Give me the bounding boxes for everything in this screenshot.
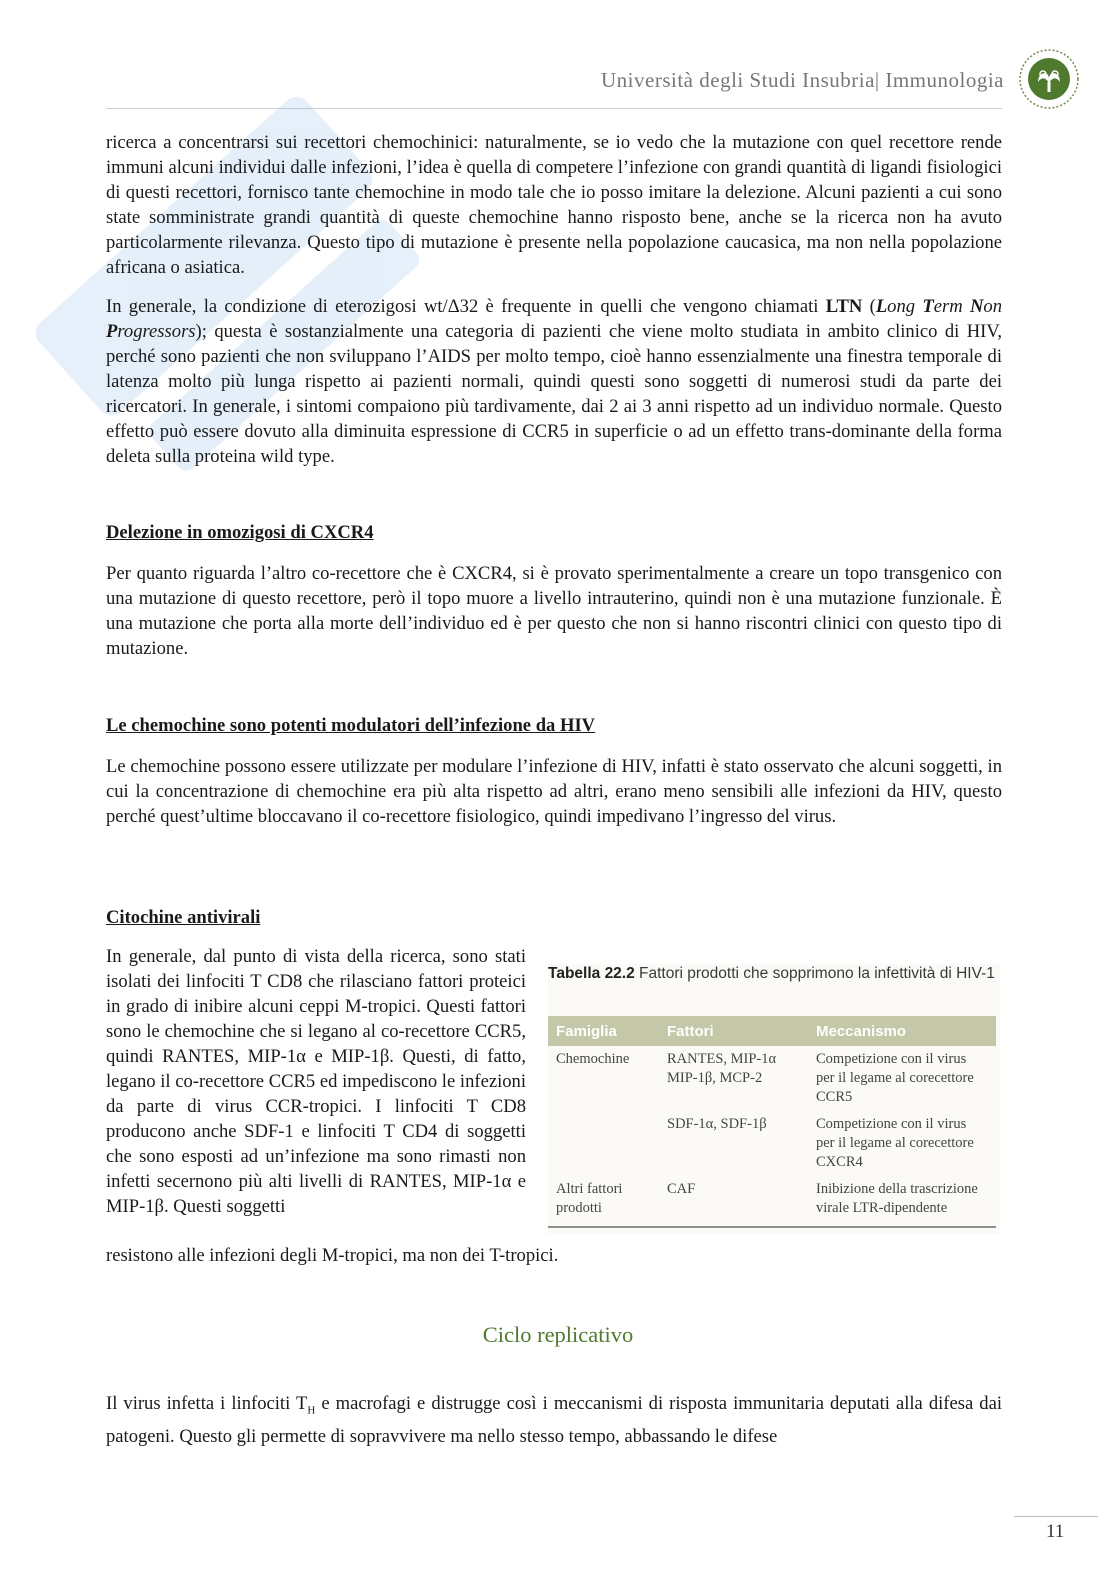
column-header: Famiglia: [548, 1016, 659, 1046]
table-cell: Competizione con il virus per il legame al corecettore CCR5: [816, 1051, 974, 1105]
table-cell: Inibizione della trascrizione virale LTR-dipendente: [808, 1176, 996, 1227]
table-row: [548, 1111, 996, 1176]
table-cell: Altri fattori prodotti: [548, 1176, 659, 1227]
table-row: [548, 1046, 996, 1111]
table-caption: Tabella 22.2 Fattori prodotti che sopprimono la infettività di HIV-1: [548, 965, 995, 982]
paragraph-cxcr4: [106, 561, 1002, 661]
table-cell: RANTES, MIP-1α MIP-1β, MCP-2: [667, 1051, 777, 1086]
heading-citochine: Citochine antivirali: [106, 907, 261, 928]
footer-divider: [1014, 1516, 1098, 1517]
paragraph-text: Per quanto riguarda l’altro co-recettore che è CXCR4, si è provato sperimentalmente a creare un topo transgenico con una mutazione di questo recettore, però il topo muore a livello intrauterino, quindi non è una mutazione funzionale. È una mutazione che porta alla morte dell’individuo ed è per questo che non si hanno riscontri clinici con questo tipo di mutazione.: [106, 563, 1002, 659]
heading-chemochine: Le chemochine sono potenti modulatori dell’infezione da HIV: [106, 715, 596, 736]
paragraph-chemochine: [106, 754, 1002, 829]
table-figure: [548, 964, 1000, 1234]
section-title: Ciclo replicativo: [482, 1322, 634, 1347]
paragraph-ltn: In generale, la condizione di eterozigosi wt/Δ32 è frequente in quelli che vengono chiamati LTN (Long Term Non Progressors); questa è sostanzialmente una categoria di pazienti che viene molto studiata in ambito clinico di HIV, perché sono pazienti che non sviluppano l’AIDS per molto tempo, cioè hanno essenzialmente una finestra temporale di latenza molto più lunga rispetto ai pazienti normali, quindi questi sono soggetti di numerosi studi da parte dei ricercatori. In generale, i sintomi compaiono più tardivamente, dai 2 ai 3 anni rispetto ad un individuo normale. Questo effetto può essere dovuto alla diminuita espressione di CCR5 in superficie o ad un effetto trans-dominante della forma deleta sulla proteina wild type.: [106, 296, 1002, 467]
heading-cxcr4: Delezione in omozigosi di CXCR4: [106, 522, 374, 543]
text-run: e macrofagi e distrugge così i meccanismi di risposta immunitaria deputati alla difesa dai patogeni. Questo gli permette di sopravvivere ma nello stesso tempo, abbassando le difese: [106, 1393, 1002, 1447]
table-cell: [548, 1111, 659, 1176]
paragraph-citochine-end: resistono alle infezioni degli M-tropici, ma non dei T-tropici.: [106, 1245, 559, 1266]
text-run: ); questa è sostanzialmente una categoria di pazienti che viene molto studiata in ambito clinico di HIV, perché sono pazienti che non sviluppano l’AIDS per molto tempo, cioè hanno essenzialmente una finestra temporale di latenza molto più lunga rispetto ai pazienti normali, quindi questi sono soggetti di numerosi studi da parte dei ricercatori. In generale, i sintomi compaiono più tardivamente, dai 2 ai 3 anni rispetto ad un individuo normale. Questo effetto può essere dovuto alla diminuita espressione di CCR5 in superficie o ad un effetto trans-dominante della forma deleta sulla proteina wild type.: [106, 321, 1002, 467]
text-run: Il virus infetta i linfociti T: [106, 1393, 308, 1414]
page-header: [0, 0, 1116, 110]
term-ltn: LTN: [825, 296, 863, 317]
paragraph-intro: [106, 130, 1002, 280]
page-number: 11: [1046, 1521, 1065, 1542]
table-cell: Competizione con il virus per il legame al corecettore CXCR4: [816, 1116, 974, 1170]
table-cell: CAF: [659, 1176, 808, 1227]
paragraph-text: ricerca a concentrarsi sui recettori chemochinici: naturalmente, se io vedo che la mutazione con quel recettore rende immuni alcuni individui dalle infezioni, l’idea è quella di competere l’infezione con grandi quantità di ligandi fisiologici di questi recettori, fornisco tante chemochine in modo tale che io posso imitare la delezione. Alcuni pazienti a cui sono state somministrate grandi quantità di queste chemochine hanno risposto bene, anche se la ricerca non ha avuto particolarmente rilevanza. Questo tipo di mutazione è presente nella popolazione caucasica, ma non nella popolazione africana o asiatica.: [106, 132, 1002, 278]
header-title: Università degli Studi Insubria| Immunologia: [601, 68, 1004, 92]
table-cell: Chemochine: [556, 1051, 630, 1067]
table-header-row: [548, 1016, 996, 1046]
table-cell: SDF-1α, SDF-1β: [667, 1116, 767, 1132]
paragraph-text: Le chemochine possono essere utilizzate per modulare l’infezione di HIV, infatti è stato osservato che alcuni soggetti, in cui la concentrazione di chemochine era più alta rispetto ad altri, erano meno sensibili alle infezioni da HIV, questo perché quest’ultime bloccavano il co-recettore fisiologico, quindi impedivano l’ingresso del virus.: [106, 756, 1002, 827]
factors-table: [548, 1016, 996, 1228]
subscript: H: [307, 1404, 316, 1417]
column-header: Fattori: [659, 1016, 808, 1046]
table-row: [548, 1176, 996, 1227]
university-seal-icon: [1018, 48, 1080, 110]
paragraph-ciclo: [106, 1391, 1002, 1449]
header-divider: [106, 108, 1002, 109]
column-header: Meccanismo: [808, 1016, 996, 1046]
paragraph-citochine: In generale, dal punto di vista della ricerca, sono stati isolati dei linfociti T CD8 che rilasciano fattori proteici in grado di inibire alcuni ceppi M-tropici. Questi fattori sono le chemochine che si legano al co-recettore CCR5, quindi RANTES, MIP-1α e MIP-1β. Questi, di fatto, legano il co-recettore CCR5 ed impediscono le infezioni da parte di virus CCR-tropici. I linfociti T CD8 producono anche SDF-1 e linfociti T CD4 di soggetti che sono esposti ad un’infezione ma sono rimasti non infetti secernono più alti livelli di RANTES, MIP-1α e MIP-1β. Questi soggetti: [106, 946, 526, 1217]
text-run: In generale, la condizione di eterozigosi wt/Δ32 è frequente in quelli che vengono chiamati: [106, 296, 826, 317]
